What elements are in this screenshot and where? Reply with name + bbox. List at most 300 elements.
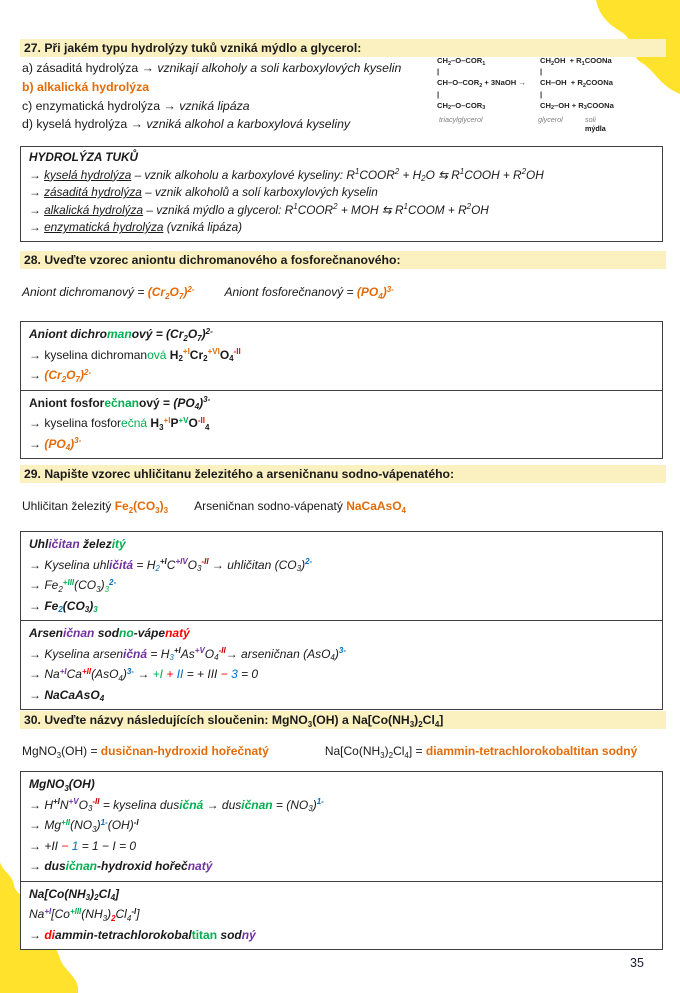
scheme-labels (437, 115, 665, 137)
text-run: ) (301, 557, 306, 572)
text-line (29, 555, 654, 576)
text-line (29, 324, 654, 345)
text-run: –O–COR (451, 100, 483, 110)
text-run: +II (81, 666, 92, 676)
text-run: 4 (404, 750, 409, 760)
text-run: 7 (178, 291, 184, 301)
text-run: 3 (102, 913, 108, 923)
text-run: 2- (187, 284, 195, 294)
text-run: ičná (179, 797, 204, 812)
text-line (540, 77, 614, 88)
text-run: +II (61, 817, 71, 827)
hydrolyza-tuku-box (20, 146, 663, 242)
text-line (22, 115, 401, 134)
text-run: ičná (123, 646, 148, 661)
text-run: ) (183, 285, 188, 299)
text-run: 2 (550, 105, 555, 112)
text-run: Aniont dichromanový = (22, 285, 148, 299)
text-run: 3- (338, 646, 346, 655)
text-run: sod (94, 626, 120, 640)
text-run: -I (133, 817, 139, 827)
text-run: → +II (29, 838, 62, 853)
text-line (437, 100, 540, 111)
uhlicitan-arsenicnan-box (20, 531, 663, 710)
text-run: 1 (293, 202, 298, 212)
text-run: +I (53, 797, 60, 806)
text-line (29, 774, 654, 795)
text-run: 4 (229, 354, 234, 363)
text-run: → arseničnan (AsO (225, 646, 331, 661)
text-run: –OH + R (554, 100, 584, 110)
text-run: 2 (94, 893, 99, 902)
text-run: –O–COR (451, 56, 483, 65)
text-run: OH (526, 167, 544, 182)
text-run: Cl (98, 886, 111, 901)
text-run: 4 (194, 402, 200, 411)
text-run: itý (111, 537, 126, 551)
text-run: (OH) (107, 818, 134, 832)
text-run: ] (115, 886, 120, 901)
text-run: = H (147, 646, 170, 661)
text-run: COOR (359, 167, 395, 182)
text-run: d) kyselá hydrolýza → (22, 117, 147, 132)
text-run: Cl (422, 713, 435, 727)
text-run: Cr (189, 347, 204, 362)
text-run: ammin-tetrachlorokobal (55, 927, 192, 942)
text-run: 2 (58, 584, 63, 594)
text-run: 4 (401, 505, 406, 515)
hydrolyza-tuku-notes (21, 147, 662, 241)
text-run: 4 (434, 719, 440, 729)
text-run: (AsO (91, 667, 119, 681)
text-run: 4 (330, 653, 335, 662)
text-run: → Kyselina arsen (29, 646, 124, 661)
text-run: 3 (169, 653, 174, 662)
text-run: → Fe (29, 578, 59, 592)
fosforecnan-section (21, 390, 662, 459)
text-run: 3 (482, 105, 486, 112)
text-run: +V (178, 415, 189, 425)
text-run: = + III (183, 667, 221, 681)
text-run: 3 (64, 783, 69, 793)
text-run: ) (107, 907, 112, 921)
text-run: OH (471, 202, 489, 217)
text-line (437, 89, 543, 100)
text-run: b) alkalická hydrolýza (22, 79, 150, 94)
text-run: 3 (104, 584, 110, 594)
text-run: ) (89, 598, 94, 613)
text-run: → dus (29, 859, 66, 873)
text-run: (OH) (68, 777, 95, 791)
text-run: → (29, 368, 45, 382)
text-run: enzymatická hydrolýza (44, 220, 164, 235)
text-run: (OH) = (61, 744, 101, 758)
text-run: = 0 (237, 667, 259, 681)
text-run: → Kyselina uhl (29, 557, 110, 572)
text-line (29, 167, 654, 185)
text-run: ová (147, 347, 167, 362)
text-run: Aniont dichro (29, 327, 107, 341)
text-run: 3 (87, 804, 93, 813)
text-line (29, 623, 654, 644)
question-27-options (22, 59, 401, 134)
text-run: 2 (61, 374, 67, 384)
text-run: 2 (111, 913, 116, 923)
text-run: 3 (197, 564, 202, 573)
text-run: ový = (Cr (131, 327, 184, 341)
anion-box (20, 321, 663, 459)
text-run: 4 (126, 913, 132, 923)
text-run: -II (233, 347, 241, 356)
text-line (540, 89, 614, 100)
text-run: (NO (70, 818, 93, 832)
text-run: (vzniká lipáza) (163, 220, 243, 235)
text-run: 3 (231, 667, 238, 681)
text-run: | (540, 67, 543, 77)
text-line (540, 100, 614, 111)
text-run: COOR (297, 202, 334, 217)
text-run: no (119, 626, 134, 640)
text-run: → (29, 202, 45, 217)
question-28-answers (22, 285, 394, 300)
text-run: 3 (96, 584, 101, 594)
text-run: +VI (207, 347, 220, 356)
text-run: 1 (581, 60, 585, 67)
text-run: dusičnan-hydroxid hořečnatý (100, 744, 269, 758)
text-run: → NaCaAsO (29, 687, 100, 702)
text-run: ) (414, 713, 419, 727)
text-run: 3 (92, 824, 97, 834)
text-run: CH (540, 56, 551, 65)
text-run: ) (79, 368, 84, 382)
text-run: 1- (100, 817, 108, 827)
text-run: ičnan (63, 626, 95, 640)
text-run: − (220, 667, 232, 681)
text-run: -I (131, 906, 137, 916)
text-run: → (29, 927, 45, 942)
text-run: 3- (386, 284, 394, 294)
text-run: MgNO (22, 744, 57, 758)
text-run: -II (218, 646, 226, 655)
text-run: 2- (83, 367, 92, 377)
text-run: 3 (380, 750, 385, 760)
text-run: CH (540, 100, 551, 110)
label-triacylglycerol: triacylglycerol (439, 115, 483, 125)
text-run: 3 (93, 605, 98, 614)
label-glycerol: glycerol (538, 115, 563, 125)
text-run: ) (122, 667, 127, 681)
text-run: (CO (133, 499, 156, 513)
text-line (29, 795, 654, 816)
text-line (29, 685, 654, 706)
text-run: = kyselina dus (99, 797, 180, 812)
text-run: → uhličitan (CO (208, 557, 297, 572)
text-line (22, 97, 401, 116)
text-line (437, 55, 540, 66)
text-run: CH–O–COR (437, 78, 480, 88)
text-line (29, 345, 654, 366)
text-run: titan (191, 927, 218, 942)
text-run: 27. Při jakém typu hydrolýzy tuků vzniká mýdlo a glycerol: (24, 41, 362, 55)
text-run: 1 (459, 167, 465, 177)
text-run: 2- (305, 557, 313, 566)
text-run: ) (201, 327, 206, 341)
text-run: – vznik alkoholů a solí karboxylových kyselin (141, 185, 378, 200)
text-run: vzniká alkohol a karboxylová kyseliny (146, 117, 351, 132)
text-run: 3 (84, 605, 90, 614)
text-line (29, 596, 654, 617)
text-run: + H (399, 167, 422, 182)
text-run: vzniká lipáza (179, 98, 250, 113)
text-run: Na[Co(NH (29, 886, 86, 901)
text-run: 3- (126, 666, 134, 676)
text-run: 4 (204, 422, 210, 432)
text-run: Fe (114, 499, 129, 513)
text-run: ) (159, 499, 164, 513)
text-run: (Cr (147, 285, 166, 299)
text-run: As (180, 646, 195, 661)
text-line (29, 884, 654, 905)
text-run: 2 (165, 291, 170, 301)
text-run: (CO (62, 598, 85, 613)
text-run: O (188, 416, 198, 430)
text-line (540, 55, 614, 66)
text-run: +V (194, 646, 205, 655)
text-run: +I (152, 667, 163, 681)
text-run: 2 (418, 719, 423, 729)
text-run: → kyselina dichroman (29, 347, 148, 362)
text-run: +IV (175, 557, 188, 566)
text-line (437, 66, 543, 77)
text-run: = 1 − I = 0 (78, 838, 137, 853)
text-run: +I (44, 906, 52, 916)
text-run: ečná (121, 416, 148, 430)
text-line (29, 149, 654, 167)
text-run: Cl (393, 744, 405, 758)
text-run: → H (29, 797, 53, 812)
text-run: želez (79, 537, 112, 551)
text-line (29, 815, 654, 836)
text-run: | (437, 67, 440, 77)
text-run: ) (312, 797, 317, 812)
text-run: → Na (29, 667, 60, 681)
text-line (29, 365, 654, 386)
text-run: ičitá (109, 557, 134, 572)
text-run: 2 (582, 82, 586, 89)
text-run: H (150, 416, 160, 430)
text-run: MgNO (29, 777, 65, 791)
text-run: a) zásaditá hydrolýza → (22, 61, 158, 75)
text-line (29, 534, 654, 555)
text-run: 2 (447, 60, 452, 67)
text-run: 3 (583, 105, 587, 112)
text-run: zásaditá hydrolýza (44, 185, 142, 200)
text-run: COOH + R (464, 167, 522, 182)
text-run: 4 (99, 694, 105, 703)
text-run: ] (136, 907, 140, 921)
text-run: ) (382, 285, 387, 299)
text-run: + 3NaOH → (482, 78, 526, 88)
text-run: → Fe (29, 598, 59, 613)
text-line (437, 77, 540, 88)
text-line (22, 78, 401, 97)
text-run: 2 (333, 202, 338, 212)
text-run: ičnan (241, 797, 273, 812)
text-run: H (169, 347, 179, 362)
text-run: +I (59, 666, 67, 676)
text-run: Na (29, 907, 45, 921)
text-run: 2- (109, 577, 117, 587)
text-run: | (540, 89, 543, 99)
text-run: Uhličitan železitý (22, 499, 115, 513)
text-run: CH–OH + R (540, 78, 583, 88)
text-run: → (133, 667, 153, 681)
text-line (29, 434, 654, 455)
text-line (29, 925, 654, 946)
text-line (22, 744, 269, 759)
text-run: 4 (214, 653, 219, 662)
text-line (29, 184, 654, 202)
text-run: man (107, 327, 132, 341)
text-run: [Co (51, 907, 70, 921)
text-run: NaCaAsO (346, 499, 402, 513)
text-run: → (29, 185, 45, 200)
text-run: -hydroxid hořeč (97, 859, 188, 873)
text-run: ičitan (48, 537, 80, 551)
text-run: 1 (482, 60, 486, 67)
text-run: c) enzymatická hydrolýza → (22, 98, 180, 113)
text-run: -II (197, 415, 205, 425)
text-run: diammin-tetrachlorokobaltitan sodný (425, 744, 638, 758)
text-run: O (204, 646, 215, 661)
text-run: O (169, 285, 179, 299)
text-run: ) (96, 818, 101, 832)
text-run: 2- (205, 326, 213, 336)
text-run: ový = (139, 395, 174, 410)
text-line (29, 202, 654, 220)
text-run: Aniont fosforečnanový = (224, 285, 357, 299)
text-run: 30. Uveďte názvy následujících sloučenin: MgNO (24, 713, 308, 727)
text-run: Na[Co(NH (324, 744, 381, 758)
text-run: Cl (115, 907, 127, 921)
text-run: kyselá hydrolýza (44, 167, 132, 182)
naco-complex-section (21, 881, 662, 950)
text-run: 4 (65, 443, 71, 452)
text-run: → kyselina fosfor (29, 416, 122, 430)
text-run: -vápe (133, 626, 166, 640)
text-run: → (29, 167, 45, 182)
text-run: Arsen (29, 626, 64, 640)
text-run: COONa (586, 100, 614, 110)
text-line (224, 285, 393, 300)
text-run: 4 (118, 673, 123, 683)
text-run: ) (100, 578, 105, 592)
text-run: 1- (316, 797, 324, 806)
text-line (29, 664, 654, 685)
text-run: P (170, 416, 179, 430)
text-run: 3- (74, 436, 82, 445)
text-run: → (29, 436, 45, 451)
text-run: 3 (56, 750, 62, 760)
text-run: +I (163, 415, 171, 425)
text-run: OH + R (554, 56, 582, 65)
text-run: (OH) a Na[Co(NH (312, 713, 410, 727)
text-run: ) (334, 646, 339, 661)
text-run: 2 (203, 354, 208, 363)
text-run: + (163, 667, 177, 681)
text-run: O (187, 557, 198, 572)
text-run: +III (69, 906, 82, 916)
text-run: 28. Uveďte vzorec aniontu dichromanového a fosforečnanového: (24, 253, 401, 267)
text-run: Aniont fosfor (29, 395, 105, 410)
dichroman-section (21, 322, 662, 390)
text-line (29, 393, 654, 414)
question-30-answers (22, 744, 637, 759)
text-run: HYDROLÝZA TUKŮ (29, 150, 139, 164)
text-run: natý (187, 859, 213, 873)
question-30-heading (20, 711, 666, 729)
text-line (29, 644, 654, 665)
text-run: 7 (75, 374, 80, 384)
text-line (29, 219, 654, 237)
text-line (29, 836, 654, 857)
text-run: 2 (466, 202, 472, 212)
text-run: COONa (584, 56, 612, 65)
text-run: (PO (356, 285, 379, 299)
text-run: di (44, 927, 56, 942)
text-run: ičnan (65, 859, 98, 873)
text-run: 2 (521, 167, 527, 177)
text-run: – vznik alkoholu a karboxylové kyseliny: R (131, 167, 355, 182)
nazvy-sloucenin-box (20, 771, 663, 950)
text-run: 2 (183, 333, 188, 343)
text-run: -II (201, 557, 209, 566)
scheme-reactants (437, 55, 543, 112)
text-run: 3 (163, 505, 169, 515)
saponification-scheme (437, 55, 665, 137)
text-run: – vzniká mýdlo a glycerol: R (143, 202, 294, 217)
text-run: 3 (85, 893, 91, 902)
text-run: 2 (388, 750, 394, 760)
text-run: O (66, 368, 76, 382)
text-run: +I (182, 347, 190, 356)
text-run: +I (173, 646, 181, 655)
text-run: alkalická hydrolýza (44, 202, 144, 217)
text-run: 3 (308, 804, 313, 813)
text-run: (PO (173, 395, 195, 410)
text-run: 3 (159, 422, 164, 432)
text-run: O (187, 327, 198, 341)
text-run: 2 (479, 82, 483, 89)
text-run: ečnan (104, 395, 140, 410)
text-run: C (166, 557, 176, 572)
text-run: +I (159, 557, 167, 566)
text-run: N (59, 797, 69, 812)
text-run: 3- (203, 395, 211, 404)
question-29-heading (20, 465, 666, 483)
text-run: 29. Napište vzorec uhličitanu železitého a arseničnanu sodno-vápenatého: (24, 467, 455, 481)
text-run: +III (62, 577, 75, 587)
text-run: Ca (66, 667, 82, 681)
text-run: 1 (354, 167, 360, 177)
text-run: +V (68, 797, 79, 806)
text-run: 1 (71, 838, 79, 853)
text-run: 2 (447, 105, 452, 112)
text-run: | (437, 89, 440, 99)
text-run: + MOH ⇆ R (337, 202, 404, 217)
page-number: 35 (630, 956, 644, 970)
text-line (22, 59, 401, 78)
